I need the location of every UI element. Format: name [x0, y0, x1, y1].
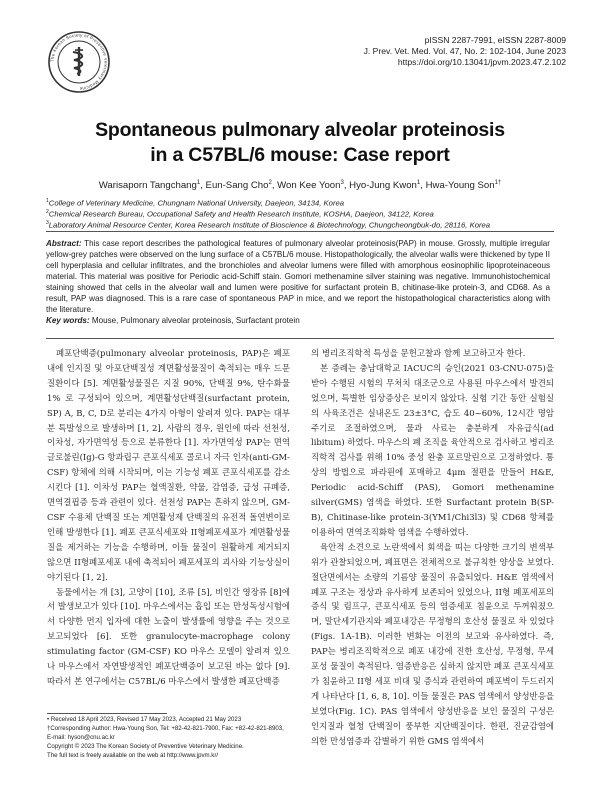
author-affiliation-mark: 3 [340, 180, 344, 186]
abstract [46, 238, 550, 326]
title-line-1: Spontaneous pulmonary alveolar proteinosis [95, 119, 505, 141]
author-affiliation-mark: 2 [268, 180, 272, 186]
author-affiliation-mark: 1 [196, 180, 201, 186]
issn-line: pISSN 2287-7991, eISSN 2287-8009 [424, 35, 566, 45]
title-line-2: in a C57BL/6 mouse: Case report [150, 144, 450, 166]
abstract-label: Abstract: [46, 239, 82, 248]
abstract-text: This case report describes the pathological features of pulmonary alveolar proteinosis(PAP) in mouse. Grossly, multiple irregular yellow-grey patches were observed on the lung surface of a C57BL/6 mouse. Histopathologically, the alveolar walls were thickened by type II cell hyperplasia and cellular infiltrates, and the bronchioles and alveolar lumens were filled with amorphous eosinophilic lipoproteinaceous material. This material was positive for Periodic acid-Schiff stain. Gomori methenamine silver staining was negative. Immunohistochemical staining showed that cells in the alveolar wall and lumen were positive for surfactant protein B, chitinase-like protein-3, and CD68. As a result, PAP was diagnosed. This is a rare case of spontaneous PAP in mice, and we report the histopathological characteristics along with the literature. [46, 239, 550, 315]
affiliation-mark: 1 [46, 198, 49, 204]
author-name: Warisaporn Tangchang [98, 180, 197, 192]
body-column-left [47, 346, 290, 689]
corresponding-author: †Corresponding Author: Hwa-Young Son, Tel: +82-42-821-7900, Fax: +82-42-821-8903, [47, 724, 284, 732]
affiliation-text: Laboratory Animal Resource Center, Korea Research Institute of Bioscience & Biotechnology, Chungcheongbuk-do, 28116, Korea [48, 220, 491, 230]
keywords-text: Mouse, Pulmonary alveolar proteinosis, Surfactant protein [91, 316, 300, 326]
body-column-right [311, 346, 554, 748]
author-name: Won Kee Yoon [277, 180, 341, 192]
body-paragraph: 의 병리조직학적 특성을 문헌고찰과 함께 보고하고자 한다. [311, 348, 526, 358]
society-seal-logo [47, 30, 111, 94]
abstract-bottom-rule [46, 338, 554, 339]
author-affiliation-mark: 1 [416, 180, 421, 186]
doi-link[interactable]: https://doi.org/10.13041/jpvm.2023.47.2.102 [397, 57, 566, 67]
journal-citation: J. Prev. Vet. Med. Vol. 47, No. 2: 102-104, June 2023 [363, 46, 566, 56]
author-name: Eun-Sang Cho [205, 180, 269, 192]
affiliation [46, 219, 490, 230]
body-paragraph: 본 증례는 충남대학교 IACUC의 승인(2021 03-CNU-075)을 받아 수행된 시험의 무처치 대조군으로 사용된 마우스에서 발견되었으며, 특별한 임상증상은 보이지 않았다. 실험 기간 동안 실험실의 사육조건은 실내온도 23±3°C, 습도 40~60%, 12시간 명암주기로 조절하였으며, 물과 사료는 충분하게 자유급식(ad libitum) 하였다. 마우스의 폐 조직을 육안적으로 검사하고 병리조직학적 검사를 위해 10% 중성 완충 포르말린으로 고정하였다. 통상의 방법으로 파라핀에 포매하고 4μm 절편을 만들어 H&E, Periodic acid-Schiff (PAS), Gomori methenamine silver(GMS) 염색을 하였다. 또한 Surfactant protein B(SP-B), Chitinase-like protein-3(YM1/Chi3l3) 및 CD68 항체를 이용하여 면역조직화학 염색을 수행하였다. [311, 362, 554, 537]
footnote [47, 716, 297, 761]
received-dates: • Received 18 April 2023, Revised 17 May 2023, Accepted 21 May 2023 [47, 716, 242, 723]
body-paragraph: 폐포단백증(pulmonary alveolar proteinosis, PAP)은 폐포 내에 인지질 및 아포단백질성 계면활성물질이 축적되는 매우 드문 질환이다 [5]. 계면활성물질은 지질 90%, 단백질 9%, 탄수화물 1% 로 구성되어 있으며, 계면활성단백질(surfactant protein, SP) A, B, C, D로 분리는 4가지 아형이 알려져 있다. PAP는 대부분 특발성으로 발생하며 [1, 2], 사람의 경우, 원인에 따라 선천성, 이차성, 자가면역성 등으로 분류한다 [1]. 자가면역성 PAP는 면역글로불린(Ig)-G 항과립구 큰포식세포 콜로니 자극 인자(anti-GM-CSF) 항체에 의해 시작되며, 이는 기능성 폐포 큰포식세포를 감소시킨다 [1]. 이차성 PAP는 혈액질환, 약물, 감염증, 급성 규폐증, 면역결핍증 등과 관련이 있다. 선천성 PAP는 흔하지 않으며, GM-CSF 수용체 단백질 또는 계면활성제 단백질의 유전적 돌연변이로 인해 발생한다 [1]. 폐포 큰포식세포와 II형폐포세포가 계면활성물질을 제거하는 기능을 수행하며, 이들 물질이 원활하게 제거되지 않으면 II형폐포세포 내에 축적되어 폐포세포의 괴사와 기능상실이 야기된다 [1, 2]. [47, 348, 290, 582]
author-affiliation-mark: 1† [494, 180, 502, 186]
copyright: Copyright © 2023 The Korean Society of Preventive Veterinary Medicine. [47, 742, 244, 750]
body-paragraph: 육안적 소견으로 노란색에서 회색을 띠는 다양한 크기의 변색부위가 관찰되었으며, 폐표면은 전체적으로 불규칙한 양상을 보였다. 절단면에서는 소량의 기름양 물질이 유출되었다. H&E 염색에서 폐포 구조는 정상과 유사하게 보존되어 있었으나, II형 폐포세포의 증식 및 림프구, 큰포식세포 등의 염증세포 침윤으로 두꺼워졌으며, 말단세기관지와 폐포내강은 무정형의 호산성 물질로 차 있었다(Figs. 1A-1B). 이러한 변화는 이전의 보고와 유사하였다. 즉, PAP는 병리조직학적으로 폐포 내강에 진한 호산성, 무정형, 무세포성 물질이 축적된다. 염증반응은 심하지 않지만 폐포 큰포식세포가 침윤하고 II형 세포 비대 및 증식과 관련하여 폐포벽이 두드러지게 나타난다 [1, 6, 8, 10]. 이들 물질은 PAS 염색에서 양성반응을 보였다(Fig. 1C). PAS 염색에서 양성반응을 보인 물질의 구성은 인지질과 혈청 단백질이 풍부한 지단백질이다. 한편, 진균감염에 의한 만성염증과 감별하기 위한 GMS 염색에서 [311, 541, 554, 746]
journal-header [364, 35, 566, 68]
affiliation-mark: 3 [46, 219, 49, 226]
affiliation [46, 208, 490, 219]
keywords-label: Key words: [46, 316, 90, 326]
article-title [0, 118, 600, 168]
author-name: Hyo-Jung Kwon [349, 180, 417, 192]
author-name: Hwa-Young Son [425, 180, 495, 192]
svg-text:The Korean Society of Preventi: The Korean Society of Preventive Veterinary Medicine [49, 32, 109, 92]
footnote-rule [47, 713, 167, 714]
affiliation [46, 197, 490, 208]
author-list: Warisaporn Tangchang$^1$, Eun-Sang Cho$^2$, Won Kee Yoon$^3$, Hyo-Jung Kwon$^1$, Hwa-Young Son$^{1\dagger}$ [98, 180, 502, 192]
affiliation-mark: 2 [46, 208, 49, 215]
affiliation-list [46, 197, 490, 230]
fulltext-note: The full text is freely available on the web at http://www.jpvm.kr/ [47, 751, 219, 759]
body-paragraph: 동물에서는 개 [3], 고양이 [10], 조류 [5], 비인간 영장류 [8]에서 발생보고가 있다 [10]. 마우스에서는 흡입 또는 만성독성시험에서 다양한 먼지 입자에 대한 노출이 발생률에 영향을 주는 것으로 보고되었다 [6]. 또한 granulocyte-macrophage colony stimulating factor (GM-CSF) KO 마우스 모델이 알려져 있으나 마우스에서 자연발생적인 폐포단백증이 보고된 바는 없다 [9]. 따라서 본 연구에서는 C57BL/6 마우스에서 발생한 폐포단백증 [47, 586, 290, 686]
email[interactable]: E-mail: hyson@cnu.ac.kr [47, 733, 115, 741]
affiliation-text: Chemical Research Bureau, Occupational Safety and Health Research Institute, KOSHA, Daejeon, 34122, Korea [48, 209, 434, 219]
abstract-top-rule [46, 231, 554, 232]
affiliation-text: College of Veterinary Medicine, Chungnam National University, Daejeon, 34134, Korea [48, 198, 345, 208]
